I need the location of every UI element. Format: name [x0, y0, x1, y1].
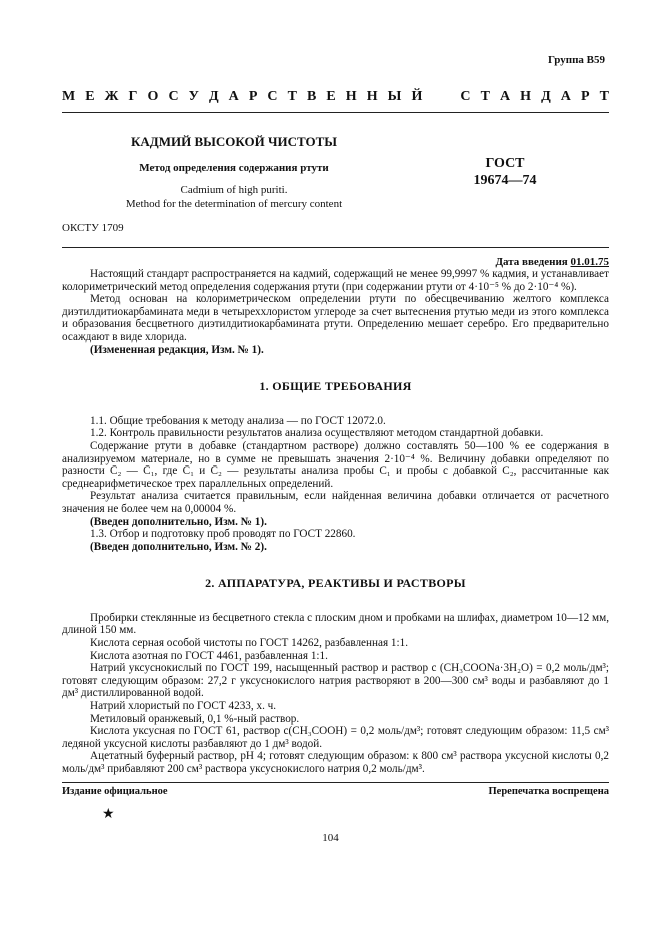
section-paragraph: Кислота серная особой чистоты по ГОСТ 14262, разбавленная 1:1.	[90, 637, 408, 650]
section-paragraph: Результат анализа считается правильным, если найденная величина добавки отличается от расчетного значения не более чем на 0,00004 %.	[62, 490, 609, 515]
section-paragraph: Кислота азотная по ГОСТ 4461, разбавленная 1:1.	[90, 649, 328, 662]
section-paragraph: Содержание ртути в добавке (стандартном растворе) должно составлять 50—100 % ее содержания в анализируемом материале, но в сумме не превышать значения 2·10⁻⁴ %. Величину добавки определяют по разности C̄₂ — C̄₁, где C̄₁ и C̄₂ — результаты анализа пробы C₁ и пробы с добавкой C₂, рассчитанные как среднеарифметическое трех параллельных определений.	[62, 439, 609, 490]
edition-note: Издание официальное	[62, 786, 168, 797]
oksty-code: ОКСТУ 1709	[62, 222, 124, 234]
section-paragraph: 1.3. Отбор и подготовку проб проводят по ГОСТ 22860.	[90, 528, 356, 541]
section-heading: 1. ОБЩИЕ ТРЕБОВАНИЯ	[259, 379, 412, 394]
english-title-line2: Method for the determination of mercury content	[125, 198, 343, 210]
english-title	[64, 183, 404, 211]
banner-letter: Е	[326, 89, 336, 104]
section-heading: 2. АППАРАТУРА, РЕАКТИВЫ И РАСТВОРЫ	[205, 576, 466, 591]
document-body	[62, 268, 609, 776]
banner-letter: Н	[520, 89, 532, 104]
effective-date-label: Дата введения	[495, 256, 568, 268]
banner-letter: Й	[411, 89, 423, 104]
banner-letter: Е	[85, 89, 95, 104]
banner-letter: О	[147, 89, 159, 104]
gost-designation	[455, 155, 555, 189]
banner-letter: Н	[345, 89, 357, 104]
gost-label: ГОСТ	[485, 156, 525, 171]
group-label: Группа В59	[547, 54, 605, 66]
section-paragraph: 1.2. Контроль правильности результатов анализа осуществляют методом стандартной добавки.	[90, 427, 544, 440]
star-icon: ★	[102, 807, 115, 822]
header-divider	[62, 112, 609, 113]
banner-letter: С	[168, 89, 179, 104]
banner-letter: Р	[580, 89, 590, 104]
section-paragraph: Метиловый оранжевый, 0,1 %-ный раствор.	[90, 712, 300, 725]
banner-letter: В	[306, 89, 317, 104]
english-title-line1: Cadmium of high puriti.	[180, 184, 288, 196]
banner-letter: Т	[287, 89, 297, 104]
banner-letter: Г	[128, 89, 138, 104]
banner-letter: А	[560, 89, 571, 104]
banner-letter: А	[228, 89, 239, 104]
intro-paragraph: Настоящий стандарт распространяется на кадмий, содержащий не менее 99,9997 % кадмия, и устанавливает колориметрический метод определения содержания ртути (при содержании ртути от 4·10⁻⁵ % до 2·10⁻⁴ %).	[62, 268, 609, 293]
banner-letter: М	[62, 89, 76, 104]
section-paragraph: 1.1. Общие требования к методу анализа — по ГОСТ 12072.0.	[90, 414, 386, 427]
document-title: КАДМИЙ ВЫСОКОЙ ЧИСТОТЫ	[130, 134, 338, 149]
section-paragraph: Пробирки стеклянные из бесцветного стекла с плоским дном и пробками на шлифах, диаметром 10—12 мм, длиной 150 мм.	[62, 611, 609, 637]
document-subtitle: Метод определения содержания ртути	[139, 162, 329, 174]
amendment-note: (Измененная редакция, Изм. № 1).	[90, 343, 264, 356]
banner-letter: С	[267, 89, 278, 104]
banner-letter: Н	[366, 89, 378, 104]
banner-letter: А	[499, 89, 511, 104]
banner-gap	[432, 89, 450, 107]
section-paragraph: Натрий уксуснокислый по ГОСТ 199, насыщенный раствор и раствор c (CH₃COONa·3H₂O) = 0,2 моль/дм³; готовят следующим образом: 27,2 г уксуснокислого натрия растворяют в 200—300 см³ воды и разбавляют до 1 дм³ дистиллированной водой.	[62, 662, 609, 700]
section-paragraph: Ацетатный буферный раствор, pH 4; готовят следующим образом: к 800 см³ раствора уксусной кислоты 0,2 моль/дм³ прибавляют 200 см³ раствора уксуснокислого натрия 0,2 моль/дм³.	[62, 750, 609, 775]
section-paragraph: Кислота уксусная по ГОСТ 61, раствор c(CH₃COOH) = 0,2 моль/дм³; готовят следующим образом: 11,5 см³ ледяной уксусной кислоты разбавляют до 1 дм³ водой.	[62, 725, 609, 750]
amendment-note: (Введен дополнительно, Изм. № 2).	[90, 540, 267, 553]
intro-paragraph: Метод основан на колориметрическом определении ртути по обесцвечиванию желтого комплекса диэтилдитиокарбамината меди в четыреххлористом углероде за счет вытеснения ртутью меди из этого комплекса и образования бесцветного диэтилдитиокарбамината ртути. Определению мешает серебро. Его предварительно осаждают в виде хлорида.	[62, 293, 609, 343]
footer-divider	[62, 782, 609, 783]
gost-number: 19674—74	[473, 173, 537, 188]
banner-letter: Ж	[104, 89, 119, 104]
banner-letter: Т	[480, 89, 490, 104]
page-number: 104	[322, 832, 339, 844]
banner-letter: У	[188, 89, 199, 104]
banner-letter: Д	[208, 89, 219, 104]
reprint-note: Перепечатка воспрещена	[488, 786, 609, 797]
effective-date	[495, 256, 609, 268]
banner-letter: С	[460, 89, 471, 104]
banner-letter: Р	[248, 89, 258, 104]
title-divider	[62, 247, 609, 248]
effective-date-value: 01.01.75	[570, 256, 609, 268]
section-paragraph: Натрий хлористый по ГОСТ 4233, х. ч.	[90, 700, 277, 713]
banner-letter: Д	[541, 89, 551, 104]
standard-banner	[62, 89, 609, 107]
banner-letter: Т	[599, 89, 609, 104]
banner-letter: Ы	[387, 89, 402, 104]
amendment-note: (Введен дополнительно, Изм. № 1).	[90, 515, 267, 528]
